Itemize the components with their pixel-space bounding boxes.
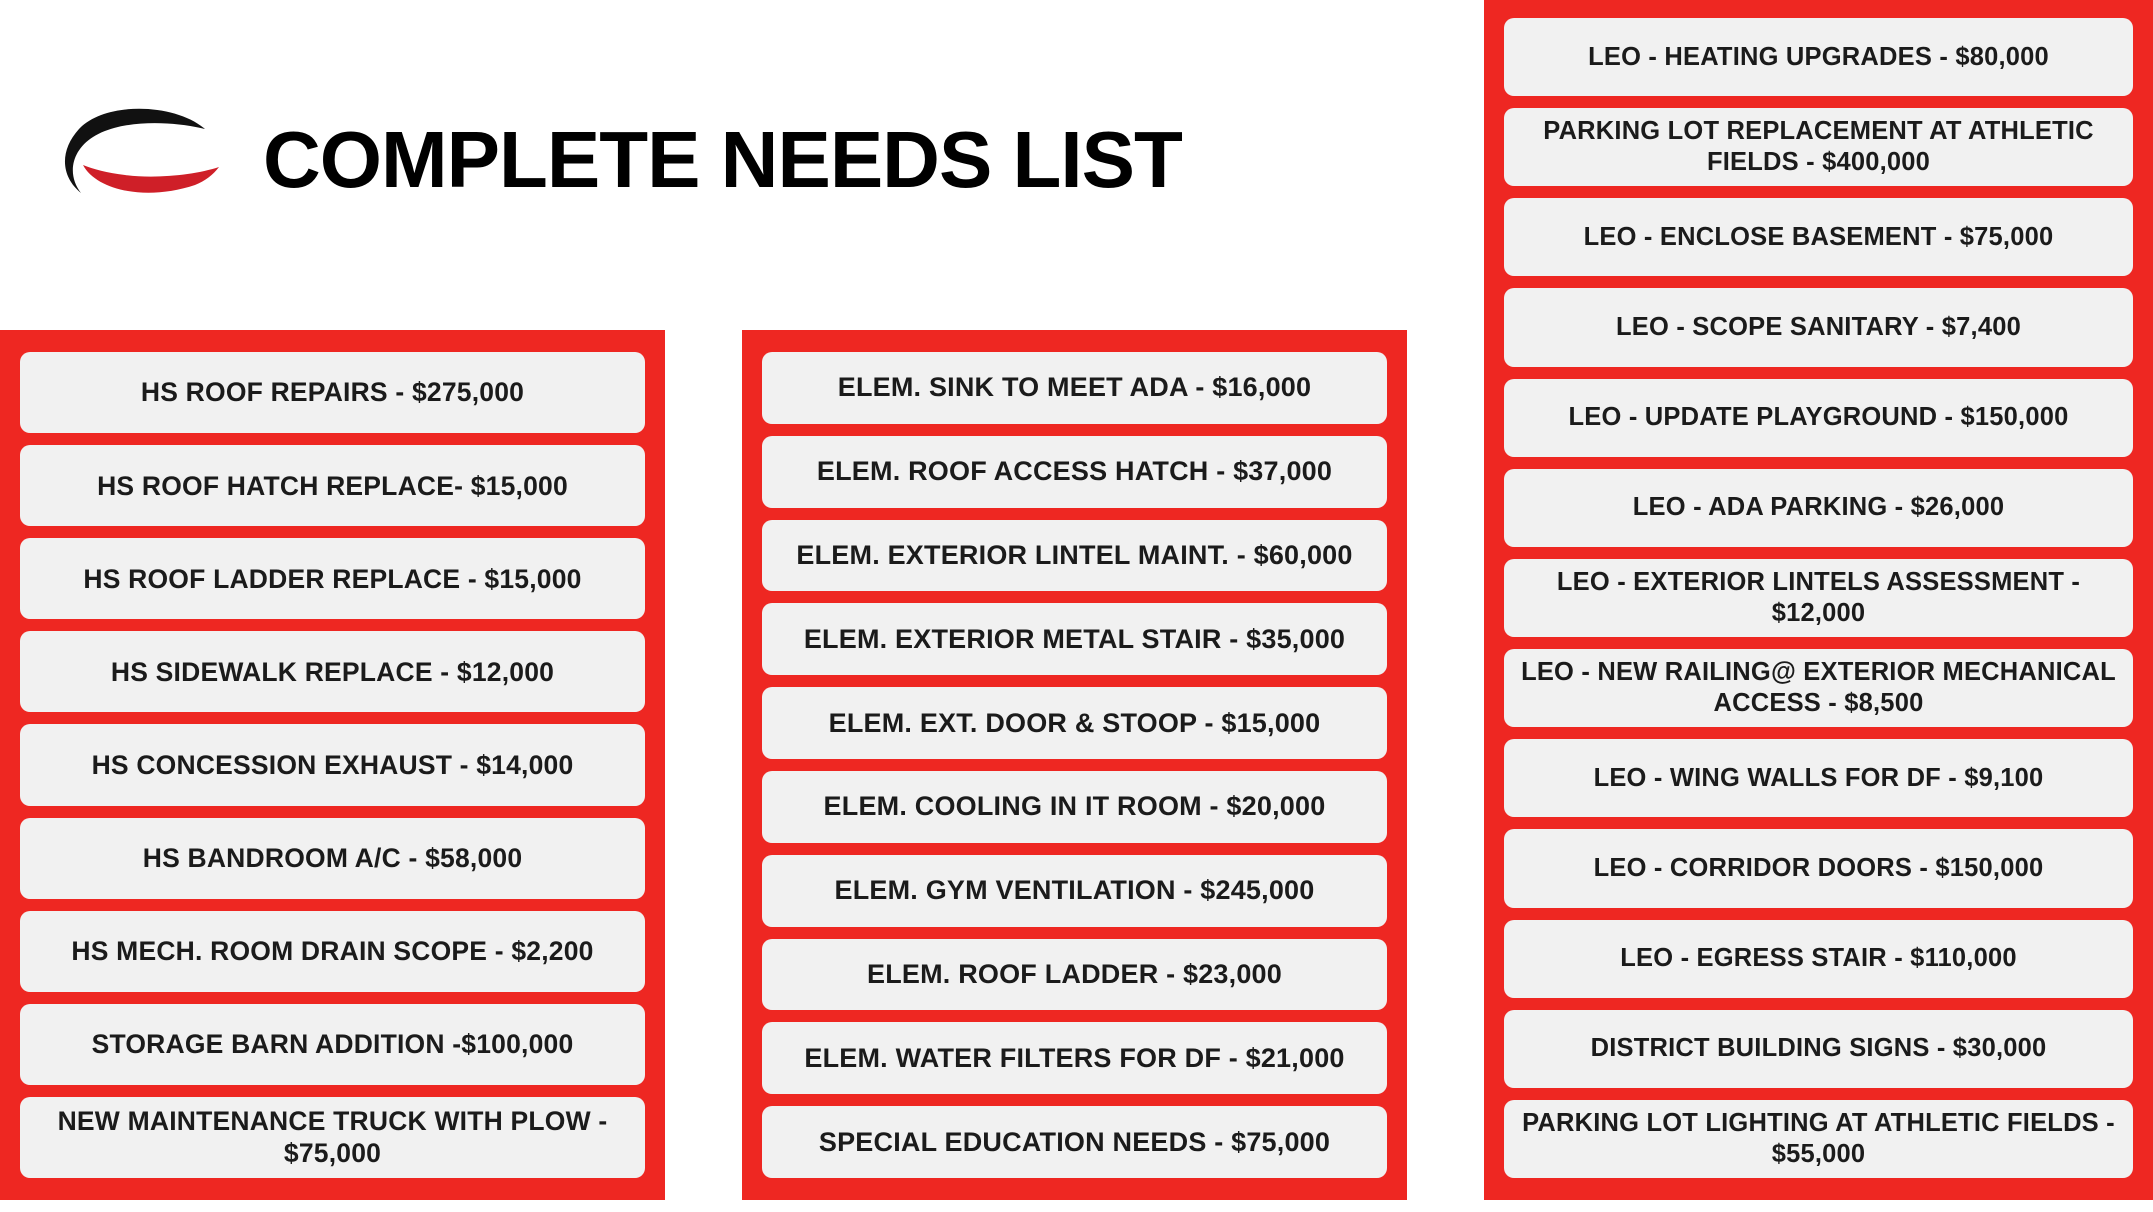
- list-item: PARKING LOT REPLACEMENT AT ATHLETIC FIELDS - $400,000: [1504, 108, 2133, 186]
- needs-column-middle: [742, 330, 1407, 1200]
- list-item: HS ROOF LADDER REPLACE - $15,000: [20, 538, 645, 619]
- list-item: LEO - SCOPE SANITARY - $7,400: [1504, 288, 2133, 366]
- page-title: COMPLETE NEEDS LIST: [263, 115, 1182, 204]
- list-item: HS BANDROOM A/C - $58,000: [20, 818, 645, 899]
- list-item: NEW MAINTENANCE TRUCK WITH PLOW - $75,000: [20, 1097, 645, 1178]
- list-item: HS ROOF REPAIRS - $275,000: [20, 352, 645, 433]
- list-item: PARKING LOT LIGHTING AT ATHLETIC FIELDS - $55,000: [1504, 1100, 2133, 1178]
- list-item: LEO - ADA PARKING - $26,000: [1504, 469, 2133, 547]
- list-item: ELEM. COOLING IN IT ROOM - $20,000: [762, 771, 1387, 843]
- list-item: LEO - EXTERIOR LINTELS ASSESSMENT - $12,000: [1504, 559, 2133, 637]
- list-item: HS ROOF HATCH REPLACE- $15,000: [20, 445, 645, 526]
- list-item: ELEM. SINK TO MEET ADA - $16,000: [762, 352, 1387, 424]
- list-item: HS CONCESSION EXHAUST - $14,000: [20, 724, 645, 805]
- list-item: ELEM. ROOF ACCESS HATCH - $37,000: [762, 436, 1387, 508]
- list-item: ELEM. EXT. DOOR & STOOP - $15,000: [762, 687, 1387, 759]
- list-item: LEO - ENCLOSE BASEMENT - $75,000: [1504, 198, 2133, 276]
- list-item: SPECIAL EDUCATION NEEDS - $75,000: [762, 1106, 1387, 1178]
- list-item: HS SIDEWALK REPLACE - $12,000: [20, 631, 645, 712]
- list-item: ELEM. EXTERIOR METAL STAIR - $35,000: [762, 603, 1387, 675]
- list-item: ELEM. WATER FILTERS FOR DF - $21,000: [762, 1022, 1387, 1094]
- list-item: LEO - EGRESS STAIR - $110,000: [1504, 920, 2133, 998]
- page-header: [0, 0, 1480, 320]
- list-item: STORAGE BARN ADDITION -$100,000: [20, 1004, 645, 1085]
- needs-column-left: [0, 330, 665, 1200]
- c-logo: [55, 105, 225, 215]
- list-item: LEO - UPDATE PLAYGROUND - $150,000: [1504, 379, 2133, 457]
- list-item: ELEM. ROOF LADDER - $23,000: [762, 939, 1387, 1011]
- list-item: DISTRICT BUILDING SIGNS - $30,000: [1504, 1010, 2133, 1088]
- list-item: LEO - WING WALLS FOR DF - $9,100: [1504, 739, 2133, 817]
- list-item: ELEM. EXTERIOR LINTEL MAINT. - $60,000: [762, 520, 1387, 592]
- list-item: LEO - HEATING UPGRADES - $80,000: [1504, 18, 2133, 96]
- needs-column-right: [1484, 0, 2153, 1200]
- list-item: ELEM. GYM VENTILATION - $245,000: [762, 855, 1387, 927]
- list-item: HS MECH. ROOM DRAIN SCOPE - $2,200: [20, 911, 645, 992]
- list-item: LEO - CORRIDOR DOORS - $150,000: [1504, 829, 2133, 907]
- list-item: LEO - NEW RAILING@ EXTERIOR MECHANICAL ACCESS - $8,500: [1504, 649, 2133, 727]
